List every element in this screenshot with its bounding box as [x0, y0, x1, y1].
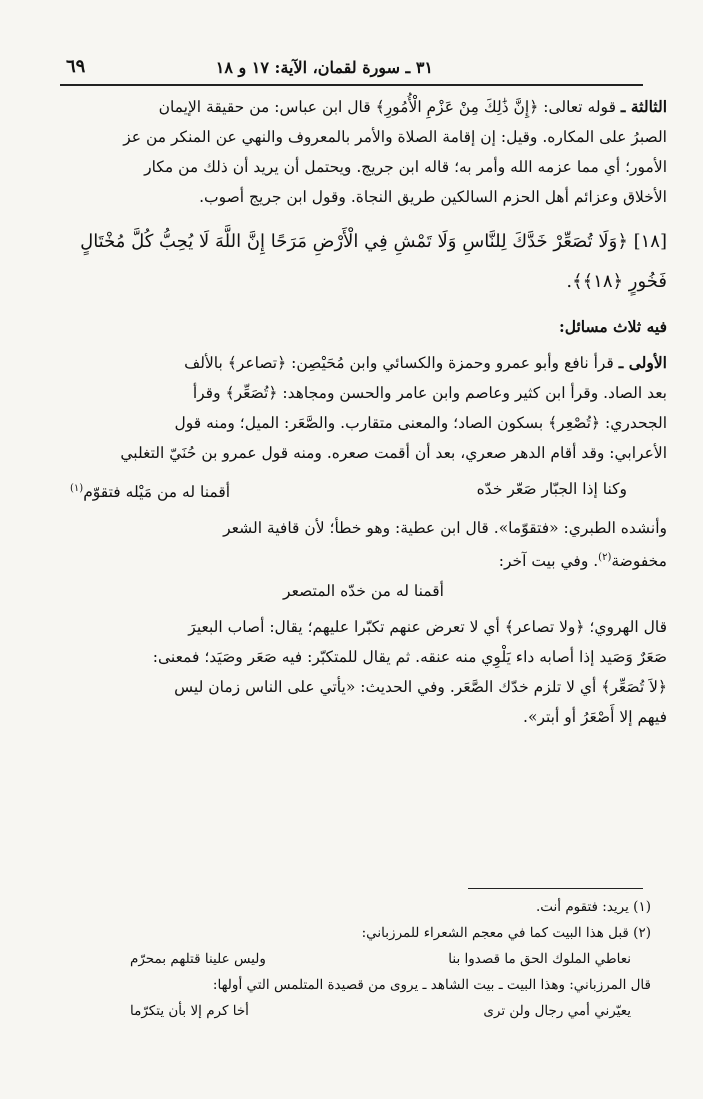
footnote-1: (١) يريد: فتقوم أنت. — [535, 899, 651, 915]
footnote-ref[interactable]: (٢) — [598, 552, 612, 564]
paragraph-lead: الأولى ـ — [618, 353, 667, 372]
verse-line: فَخُورٍ ﴿١٨﴾﴾. — [566, 271, 667, 292]
text-line: مخفوضة — [611, 552, 667, 571]
section-heading: فيه ثلاث مسائل: — [559, 317, 667, 336]
poem-hemistich: أقمنا له من خدّه المتصعر — [283, 582, 444, 601]
hemistich: نعاطي الملوك الحق ما قصدوا بنا — [448, 951, 631, 967]
text-line: الجحدري: ﴿تُصْعِر﴾ بسكون الصاد؛ والمعنى متقارب. والصَّعَر: الميل؛ ومنه قول — [174, 414, 667, 432]
hemistich: أخا كرم إلا بأن يتكرّما — [130, 1003, 249, 1019]
text-line: وأنشده الطبري: «فتقوّما». قال ابن عطية: وهو خطأ؛ لأن قافية الشعر — [223, 519, 667, 538]
header-divider — [60, 84, 643, 86]
footnote-2: (٢) قبل هذا البيت كما في معجم الشعراء للمرزباني: — [361, 925, 651, 941]
text-line: قوله تعالى: ﴿إِنَّ ذَٰلِكَ مِنْ عَزْمِ الْأُمُورِ﴾ قال ابن عباس: من حقيقة الإيمان — [158, 98, 616, 116]
text-line: الصبرُ على المكاره. وقيل: إن إقامة الصلاة والأمر بالمعروف والنهي عن المنكر من عز — [123, 128, 667, 146]
paragraph-first — [60, 348, 667, 468]
paragraph-lead: الثالثة ـ — [620, 97, 667, 116]
paragraph-tabari — [60, 513, 667, 576]
text-line: الأعرابي: وقد أقام الدهر صعري، بعد أن أقمت صعره. ومنه قول عمرو بن حُنَيّ التغلبي — [120, 444, 667, 462]
quran-verse-18 — [60, 222, 667, 302]
footnote-2-continued: قال المرزباني: وهذا البيت ـ بيت الشاهد ـ يروى من قصيدة المتلمس التي أولها: — [212, 977, 651, 993]
text-line: . وفي بيت آخر: — [498, 552, 599, 571]
footnote-verse — [130, 946, 631, 972]
hemistich: أقمنا له من مَيْله فتقوّم — [83, 483, 231, 502]
text-line: الأمور؛ أي مما عزمه الله وأمر به؛ قاله ابن جريج. ويحتمل أن يريد أن ذلك من مكار — [144, 158, 667, 176]
footnote-verse — [130, 998, 631, 1024]
text-line: صَعَرٌ وَصَيد إذا أصابه داء يَلْوِي منه عنقه. ثم يقال للمتكبّر: فيه صَعَر وصَيَد؛ فمعنى: — [152, 648, 667, 667]
poem-verse — [70, 474, 627, 507]
text-line: فيهم إلا أَصْعَرُ أو أبتر». — [523, 708, 667, 727]
paragraph-third — [60, 92, 667, 212]
hemistich: يعيّرني أمي رجال ولن ترى — [483, 1003, 631, 1019]
verse-line: [١٨] ﴿وَلَا تُصَعِّرْ خَدَّكَ لِلنَّاسِ وَلَا تَمْشِ فِي الْأَرْضِ مَرَحًا إِنَّ اللَّهَ لَا يُحِبُّ كُلَّ مُخْتَالٍ — [80, 231, 667, 252]
footnote-divider — [468, 888, 643, 889]
text-line: الأخلاق وعزائم أهل الحزم السالكين طريق النجاة. وقول ابن جريج أصوب. — [199, 188, 667, 206]
paragraph-harawi — [60, 612, 667, 732]
text-line: قرأ نافع وأبو عمرو وحمزة والكسائي وابن مُحَيْصِن: ﴿تصاعر﴾ بالألف — [184, 354, 614, 372]
hemistich: وكنا إذا الجبّار صَعّر خدّه — [476, 480, 627, 498]
footnote-ref[interactable]: (١) — [70, 483, 84, 494]
text-line: قال الهروي؛ ﴿ولا تصاعر﴾ أي لا تعرض عنهم تكبّرا عليهم؛ يقال: أصاب البعيرَ — [188, 618, 667, 637]
hemistich: وليس علينا قتلهم بمحرّم — [130, 951, 266, 967]
text-line: ﴿لاَ تُصَعِّر﴾ أي لا تلزم خدّك الصَّعَر. وفي الحديث: «يأتي على الناس زمان ليس — [174, 678, 667, 697]
running-title: ٣١ ـ سورة لقمان، الآية: ١٧ و ١٨ — [215, 58, 433, 77]
footnotes — [60, 894, 651, 1024]
page-number: ٦٩ — [66, 56, 86, 77]
page-header — [60, 52, 643, 82]
main-text — [60, 92, 667, 732]
text-line: بعد الصاد. وقرأ ابن كثير وعاصم وابن عامر والحسن ومجاهد: ﴿تُصَعِّر﴾ وقرأ — [192, 384, 667, 402]
